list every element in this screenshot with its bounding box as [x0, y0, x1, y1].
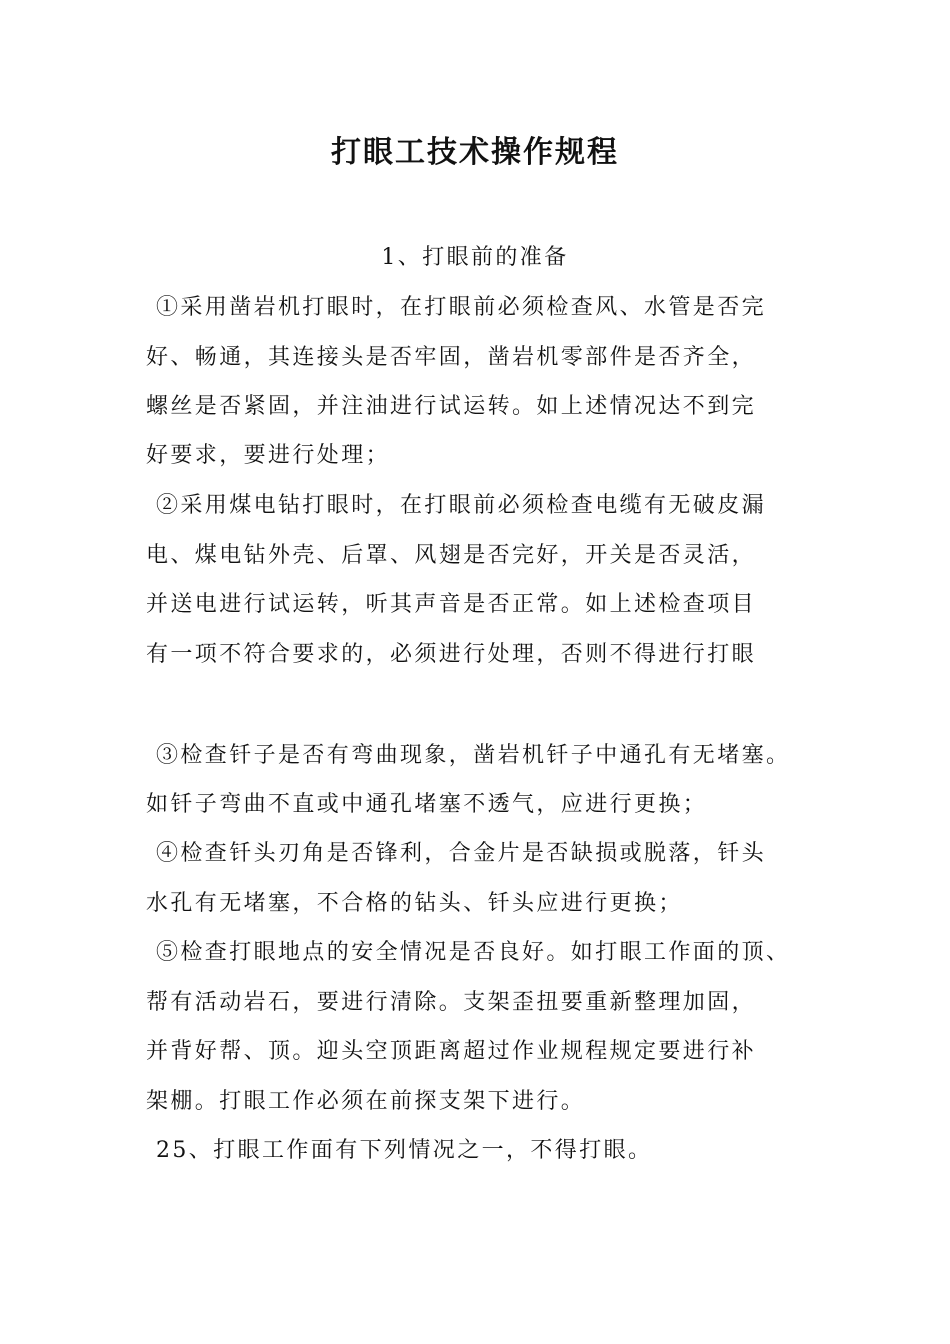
paragraph-line: 好、畅通，其连接头是否牢固，凿岩机零部件是否齐全，	[146, 345, 757, 370]
paragraph-line: 25、打眼工作面有下列情况之一，不得打眼。	[156, 1138, 653, 1163]
paragraph-line: 水孔有无堵塞，不合格的钻头、钎头应进行更换；	[146, 891, 683, 916]
paragraph-line: ①采用凿岩机打眼时，在打眼前必须检查风、水管是否完	[156, 295, 767, 320]
paragraph-line: 螺丝是否紧固，并注油进行试运转。如上述情况达不到完	[146, 394, 757, 419]
paragraph-line: 并背好帮、顶。迎头空顶距离超过作业规程规定要进行补	[146, 1039, 757, 1064]
section-heading: 1、打眼前的准备	[381, 245, 569, 270]
paragraph-line: 并送电进行试运转，听其声音是否正常。如上述检查项目	[146, 592, 757, 617]
paragraph-line: ⑤检查打眼地点的安全情况是否良好。如打眼工作面的顶、	[156, 940, 791, 965]
paragraph-line: 帮有活动岩石，要进行清除。支架歪扭要重新整理加固，	[146, 990, 757, 1015]
paragraph-line: ③检查钎子是否有弯曲现象，凿岩机钎子中通孔有无堵塞。	[156, 743, 791, 768]
paragraph-line: 有一项不符合要求的，必须进行处理，否则不得进行打眼	[146, 642, 757, 667]
paragraph-line: 如钎子弯曲不直或中通孔堵塞不透气，应进行更换；	[146, 792, 708, 817]
paragraph-line: 好要求，要进行处理；	[146, 443, 391, 468]
document-title: 打眼工技术操作规程	[331, 135, 619, 170]
paragraph-line: 电、煤电钻外壳、后罩、风翅是否完好，开关是否灵活，	[146, 543, 757, 568]
paragraph-line: ④检查钎头刃角是否锋利，合金片是否缺损或脱落，钎头	[156, 841, 767, 866]
paragraph-line: 架棚。打眼工作必须在前探支架下进行。	[146, 1089, 586, 1114]
paragraph-line: ②采用煤电钻打眼时，在打眼前必须检查电缆有无破皮漏	[156, 493, 767, 518]
